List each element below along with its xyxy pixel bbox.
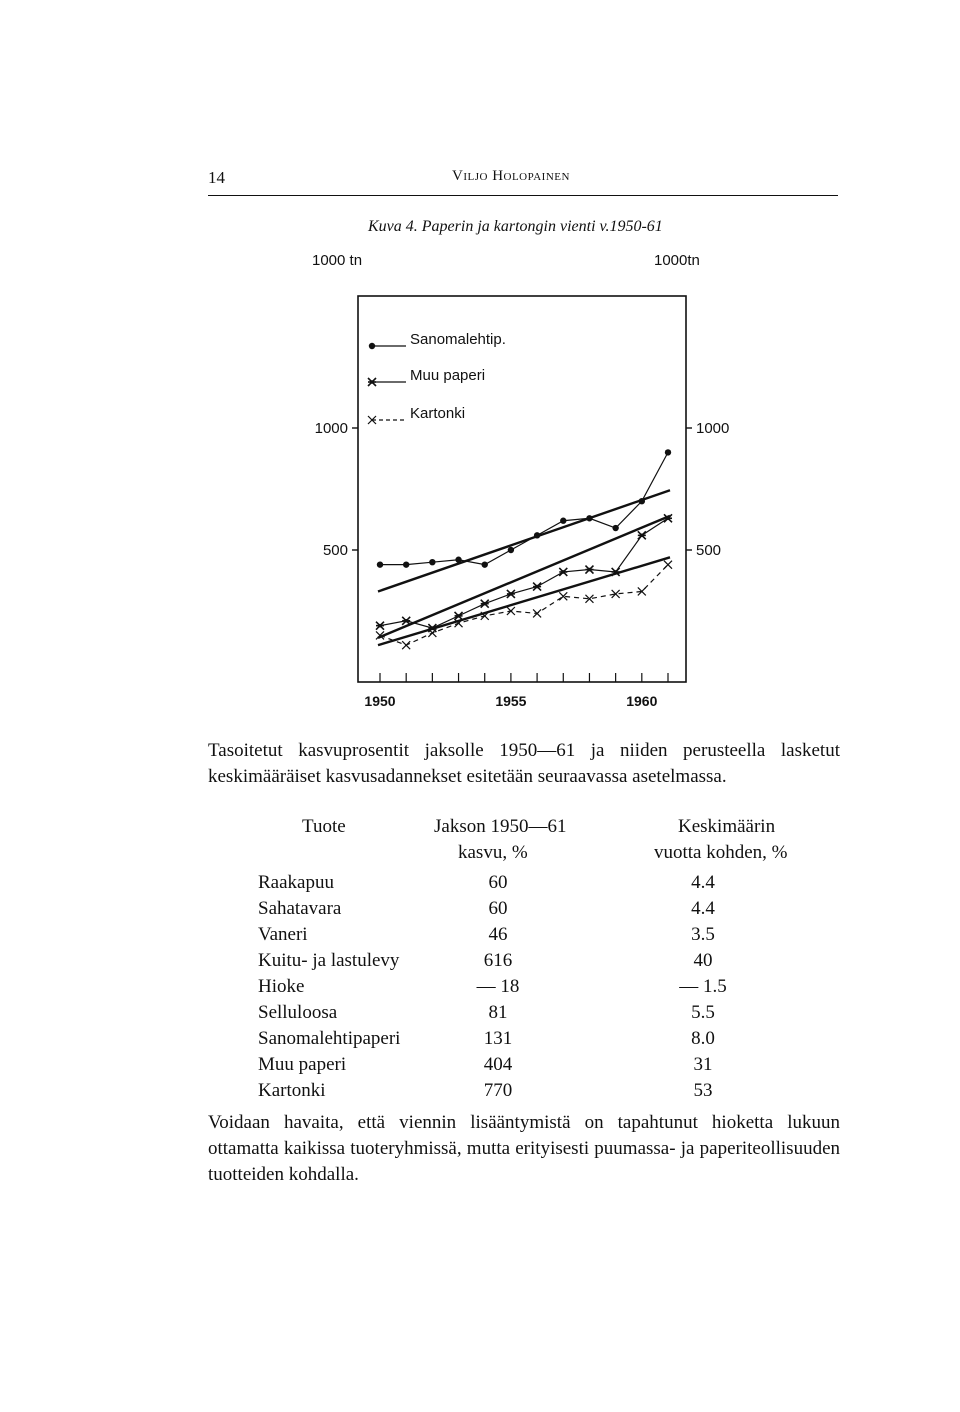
cell-tuote: Sanomalehtipaperi	[258, 1028, 401, 1049]
data-point	[533, 583, 541, 591]
data-point	[402, 617, 410, 625]
data-point	[403, 561, 409, 567]
table-header-vuotta: vuotta kohden, %	[654, 842, 788, 863]
table-header-jakso: Jakson 1950—61	[434, 816, 567, 837]
cell-kasvu: 60	[488, 872, 508, 893]
figure-caption: Kuva 4. Paperin ja kartongin vienti v.1950-61	[368, 218, 663, 235]
cell-kasvu: 131	[483, 1028, 513, 1049]
cell-kasvu: 60	[488, 898, 508, 919]
cell-keskimaarin: 5.5	[691, 1002, 715, 1023]
y-unit-left: 1000 tn	[312, 252, 363, 269]
table-header-keskimaarin: Keskimäärin	[678, 816, 776, 837]
data-point	[534, 532, 540, 538]
table-row	[258, 1002, 828, 1028]
y-tick-label-left: 500	[322, 542, 348, 559]
data-point	[638, 531, 646, 539]
x-tick-label: 1960	[626, 693, 658, 709]
cell-tuote: Raakapuu	[258, 872, 334, 893]
cell-keskimaarin: 31	[693, 1054, 713, 1075]
data-point	[665, 449, 671, 455]
data-point	[639, 498, 645, 504]
data-point	[482, 561, 488, 567]
cell-keskimaarin: 4.4	[691, 872, 715, 893]
data-point	[585, 566, 593, 574]
data-point	[368, 378, 376, 386]
x-tick-label: 1950	[364, 693, 396, 709]
cell-tuote: Selluloosa	[258, 1002, 338, 1023]
data-point	[586, 515, 592, 521]
y-tick-label-right: 500	[696, 542, 722, 559]
cell-keskimaarin: 8.0	[691, 1028, 715, 1049]
legend-label: Muu paperi	[410, 367, 486, 384]
cell-keskimaarin: 4.4	[691, 898, 715, 919]
legend-label: Sanomalehtip.	[410, 331, 506, 348]
table-row	[258, 898, 828, 924]
data-point	[612, 525, 618, 531]
cell-keskimaarin: 3.5	[691, 924, 715, 945]
cell-tuote: Hioke	[258, 976, 305, 997]
legend-label: Kartonki	[410, 405, 466, 422]
data-point	[376, 622, 384, 630]
table-body	[258, 872, 828, 1106]
trend-line	[378, 557, 670, 645]
cell-tuote: Kuitu- ja lastulevy	[258, 950, 400, 971]
data-point	[428, 629, 436, 637]
cell-keskimaarin: 53	[693, 1080, 713, 1101]
table-header-tuote: Tuote	[302, 816, 346, 837]
data-point	[508, 547, 514, 553]
cell-kasvu: 81	[488, 1002, 508, 1023]
series-line	[380, 452, 668, 564]
data-point	[402, 641, 410, 649]
cell-tuote: Muu paperi	[258, 1054, 347, 1075]
cell-keskimaarin: 40	[693, 950, 713, 971]
cell-kasvu: 46	[488, 924, 508, 945]
data-point	[455, 612, 463, 620]
cell-kasvu: 770	[483, 1080, 513, 1101]
x-tick-label: 1955	[495, 693, 527, 709]
table-row	[258, 872, 828, 898]
table-row	[258, 924, 828, 950]
data-point	[429, 559, 435, 565]
data-point	[481, 600, 489, 608]
y-tick-label-right: 1000	[696, 420, 730, 437]
conclusion-paragraph: Voidaan havaita, että viennin lisääntymistä on tapahtunut hioketta lukuun ottamatta kaikissa tuoteryhmissä, mutta erityisesti puumassa- ja paperiteollisuuden tuotteiden kohdalla.	[208, 1112, 840, 1185]
table-row	[258, 1080, 828, 1106]
cell-tuote: Vaneri	[258, 924, 308, 945]
table-row	[258, 1054, 828, 1080]
cell-kasvu: 404	[483, 1054, 513, 1075]
data-point	[560, 518, 566, 524]
running-head-author: Viljo Holopainen	[452, 168, 570, 184]
y-unit-right: 1000tn	[654, 252, 700, 269]
data-point	[559, 568, 567, 576]
cell-keskimaarin: — 1.5	[679, 976, 727, 997]
cell-tuote: Sahatavara	[258, 898, 342, 919]
y-tick-label-left: 1000	[314, 420, 348, 437]
data-point	[455, 557, 461, 563]
table-row	[258, 976, 828, 1002]
cell-kasvu: 616	[483, 950, 513, 971]
table-row	[258, 950, 828, 976]
intro-paragraph: Tasoitetut kasvuprosentit jaksolle 1950—61 ja niiden perusteella lasketut keskimääräiset kasvusadannekset esitetään seuraavassa asetelmassa.	[208, 740, 840, 787]
table-row	[258, 1028, 828, 1054]
data-point	[377, 561, 383, 567]
data-point	[369, 343, 375, 349]
cell-tuote: Kartonki	[258, 1080, 326, 1101]
cell-kasvu: — 18	[476, 976, 520, 997]
data-point	[664, 561, 672, 569]
page-number: 14	[208, 168, 225, 187]
table-header-kasvu: kasvu, %	[458, 842, 528, 863]
data-point	[507, 590, 515, 598]
plot-frame	[358, 296, 686, 682]
